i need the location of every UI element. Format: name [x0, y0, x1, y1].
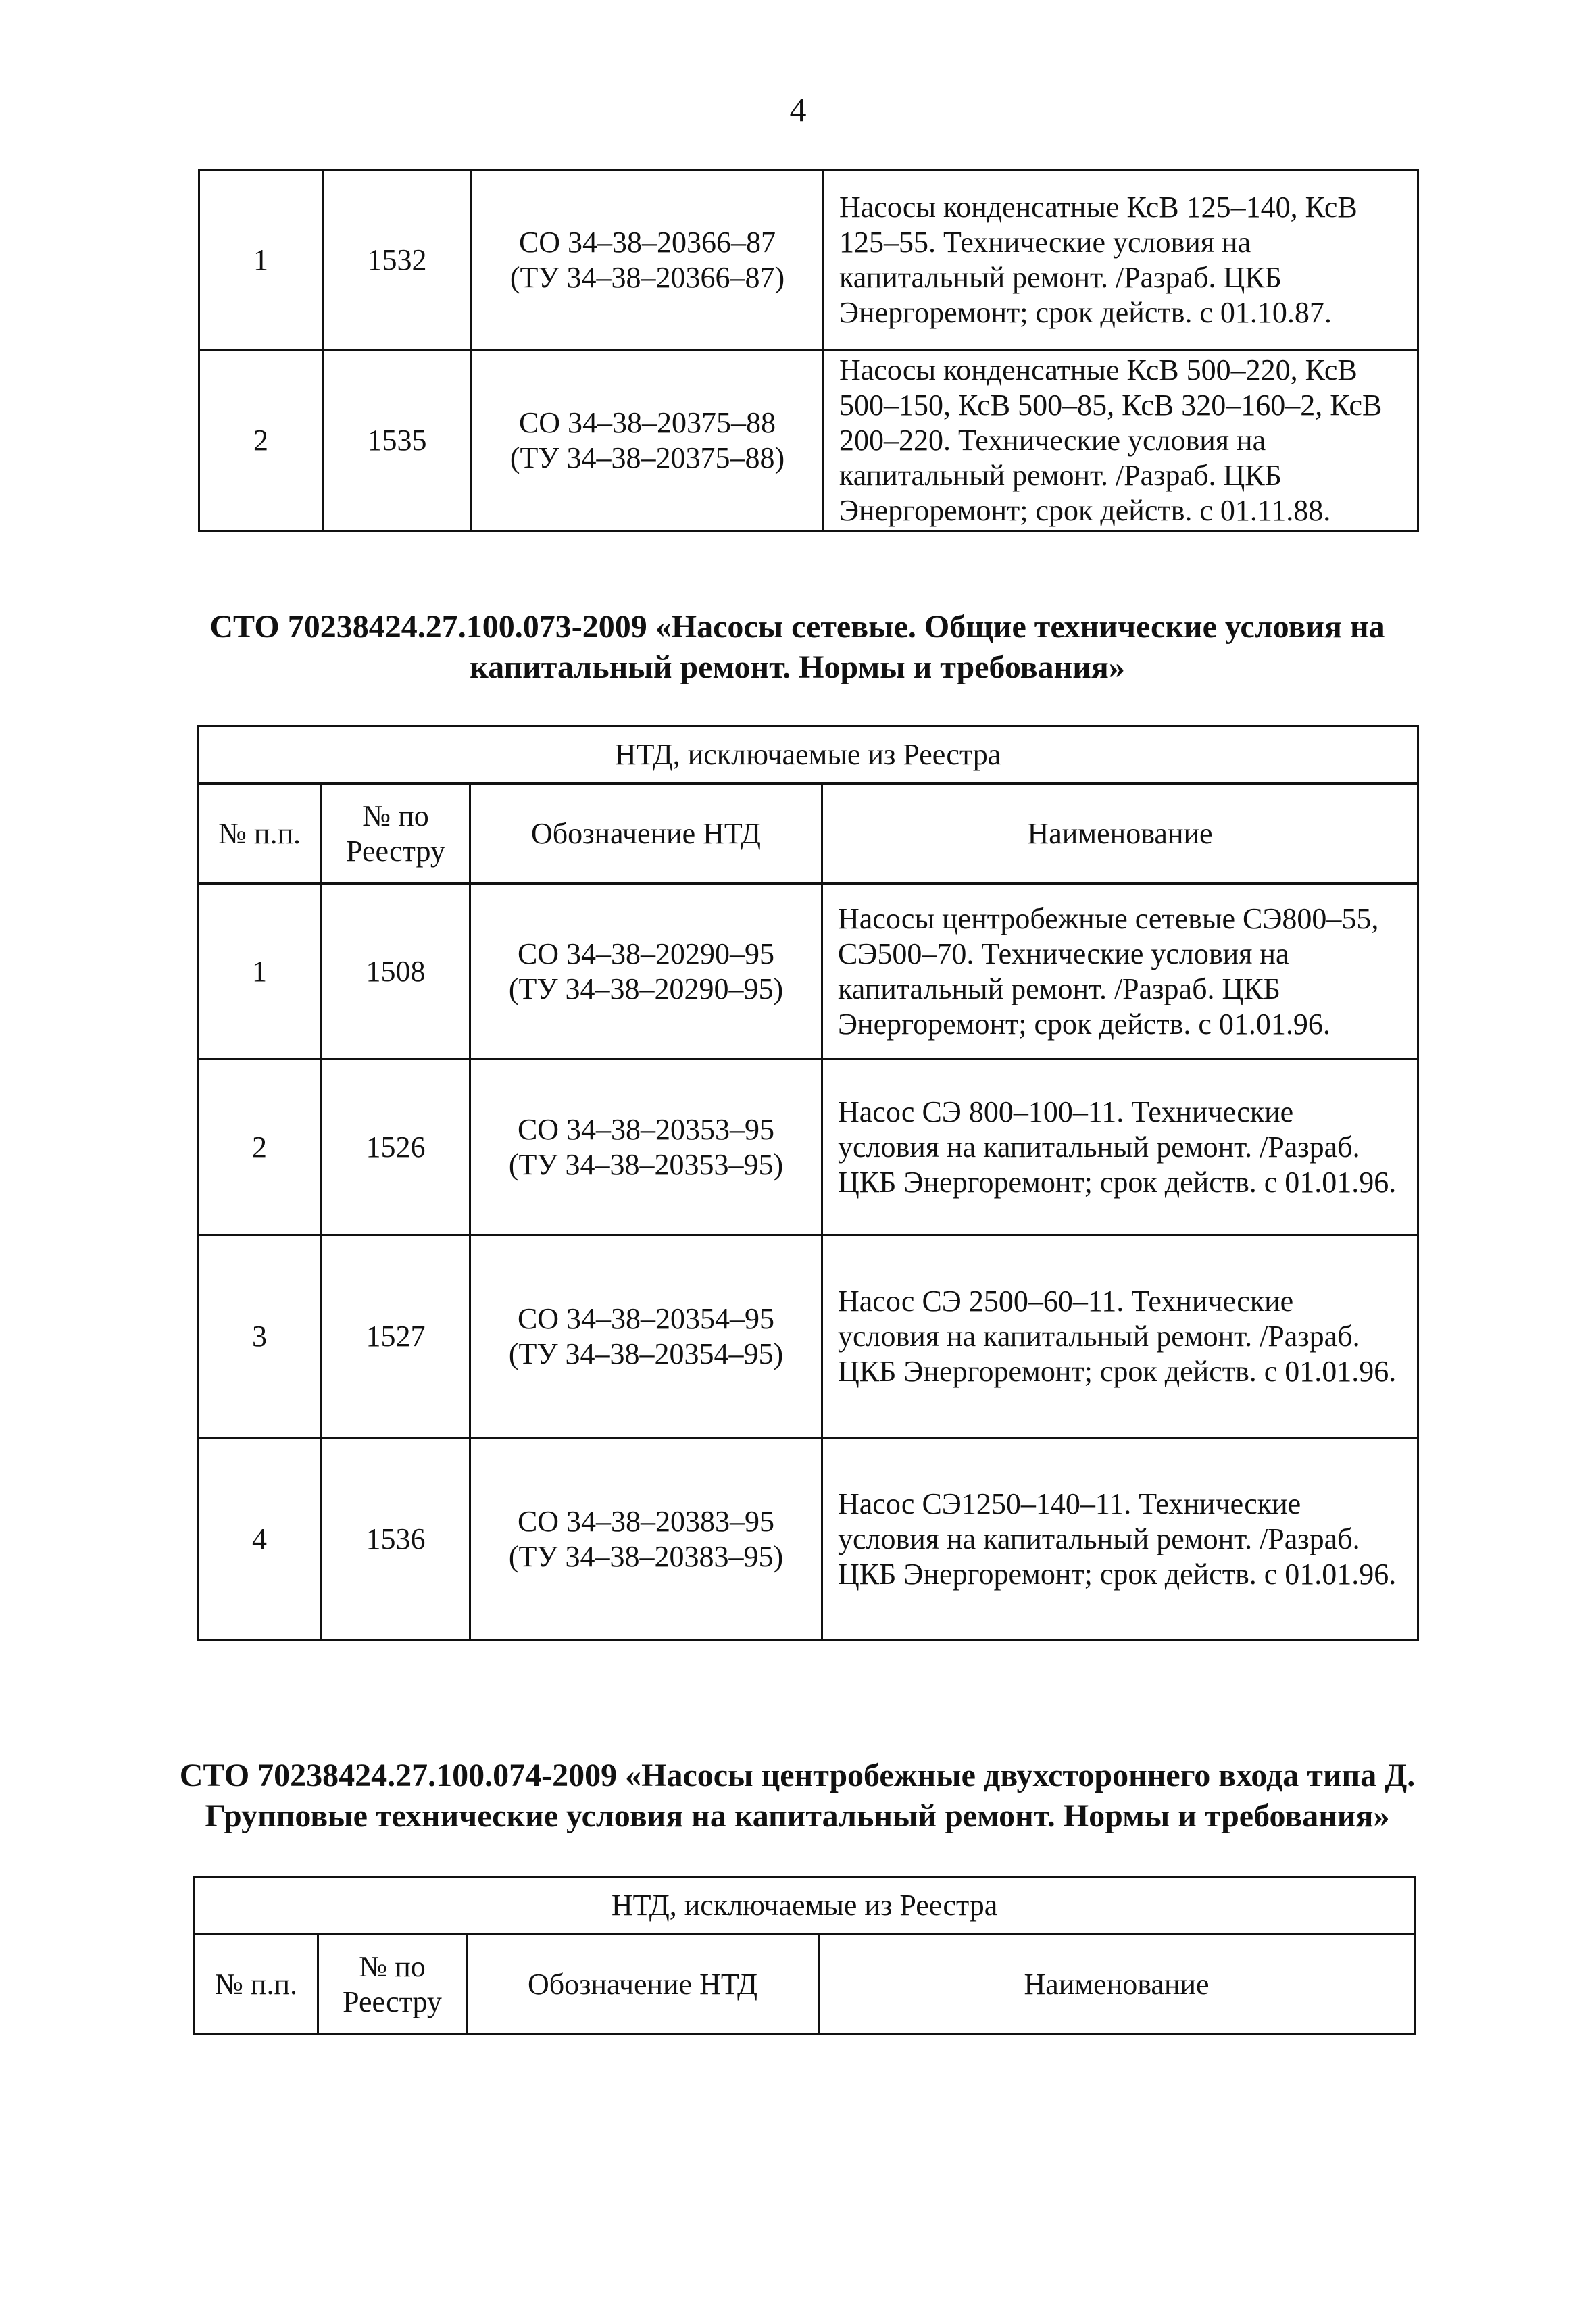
header-registry-number: № по Реестру — [322, 784, 470, 884]
table-row — [198, 1235, 1418, 1438]
ntd-name: Насос СЭ 800–100–11. Технические условия на капитальный ремонт. /Разраб. ЦКБ Энергоремонт; срок действ. с 01.01.96. — [822, 1060, 1418, 1235]
page-number: 4 — [789, 91, 807, 128]
header-row-number: № п.п. — [195, 1935, 318, 2035]
ntd-name: Насосы конденсатные КсВ 500–220, КсВ 500–150, КсВ 500–85, КсВ 320–160–2, КсВ 200–220. Технические условия на капитальный ремонт. /Разраб. ЦКБ Энергоремонт; срок действ. с 01.11.88. — [824, 351, 1418, 531]
section-heading-074: СТО 70238424.27.100.074-2009 «Насосы центробежные двухстороннего входа типа Д. Групповые технические условия на капитальный ремонт. Нормы и требования» — [179, 1758, 1416, 1834]
registry-number: 1535 — [323, 351, 472, 531]
ntd-table-074 — [193, 1876, 1416, 2035]
row-number: 1 — [198, 884, 322, 1060]
section-heading-073: СТО 70238424.27.100.073-2009 «Насосы сетевые. Общие технические условия на капитальный ремонт. Нормы и требования» — [209, 609, 1385, 685]
registry-number: 1527 — [322, 1235, 470, 1438]
ntd-name: Насосы центробежные сетевые СЭ800–55, СЭ500–70. Технические условия на капитальный ремонт. /Разраб. ЦКБ Энергоремонт; срок действ. с 01.01.96. — [822, 884, 1418, 1060]
row-number: 2 — [199, 351, 323, 531]
table-row — [199, 170, 1418, 351]
row-number: 2 — [198, 1060, 322, 1235]
header-designation: Обозначение НТД — [470, 784, 822, 884]
row-number: 3 — [198, 1235, 322, 1438]
ntd-name: Насос СЭ1250–140–11. Технические условия на капитальный ремонт. /Разраб. ЦКБ Энергоремонт; срок действ. с 01.01.96. — [822, 1438, 1418, 1641]
ntd-designation: СО 34–38–20290–95 (ТУ 34–38–20290–95) — [470, 884, 822, 1060]
header-designation: Обозначение НТД — [467, 1935, 819, 2035]
ntd-designation: СО 34–38–20366–87 (ТУ 34–38–20366–87) — [472, 170, 824, 351]
ntd-designation: СО 34–38–20375–88 (ТУ 34–38–20375–88) — [472, 351, 824, 531]
registry-number: 1526 — [322, 1060, 470, 1235]
row-number: 1 — [199, 170, 323, 351]
registry-number: 1536 — [322, 1438, 470, 1641]
ntd-designation: СО 34–38–20353–95 (ТУ 34–38–20353–95) — [470, 1060, 822, 1235]
ntd-table-073 — [197, 725, 1419, 1641]
table-caption: НТД, исключаемые из Реестра — [198, 726, 1418, 784]
registry-number: 1532 — [323, 170, 472, 351]
ntd-designation: СО 34–38–20354–95 (ТУ 34–38–20354–95) — [470, 1235, 822, 1438]
table-header-row — [195, 1935, 1415, 2035]
ntd-name: Насос СЭ 2500–60–11. Технические условия на капитальный ремонт. /Разраб. ЦКБ Энергоремонт; срок действ. с 01.01.96. — [822, 1235, 1418, 1438]
ntd-designation: СО 34–38–20383–95 (ТУ 34–38–20383–95) — [470, 1438, 822, 1641]
table-caption-row — [198, 726, 1418, 784]
row-number: 4 — [198, 1438, 322, 1641]
table-caption-row — [195, 1877, 1415, 1935]
table-row — [199, 351, 1418, 531]
table-row — [198, 1438, 1418, 1641]
header-name: Наименование — [819, 1935, 1415, 2035]
registry-number: 1508 — [322, 884, 470, 1060]
header-registry-number: № по Реестру — [318, 1935, 467, 2035]
table-caption: НТД, исключаемые из Реестра — [195, 1877, 1415, 1935]
header-name: Наименование — [822, 784, 1418, 884]
header-row-number: № п.п. — [198, 784, 322, 884]
ntd-name: Насосы конденсатные КсВ 125–140, КсВ 125–55. Технические условия на капитальный ремонт. /Разраб. ЦКБ Энергоремонт; срок действ. с 01.10.87. — [824, 170, 1418, 351]
table-row — [198, 884, 1418, 1060]
table-header-row — [198, 784, 1418, 884]
continuation-table — [198, 169, 1419, 532]
table-row — [198, 1060, 1418, 1235]
